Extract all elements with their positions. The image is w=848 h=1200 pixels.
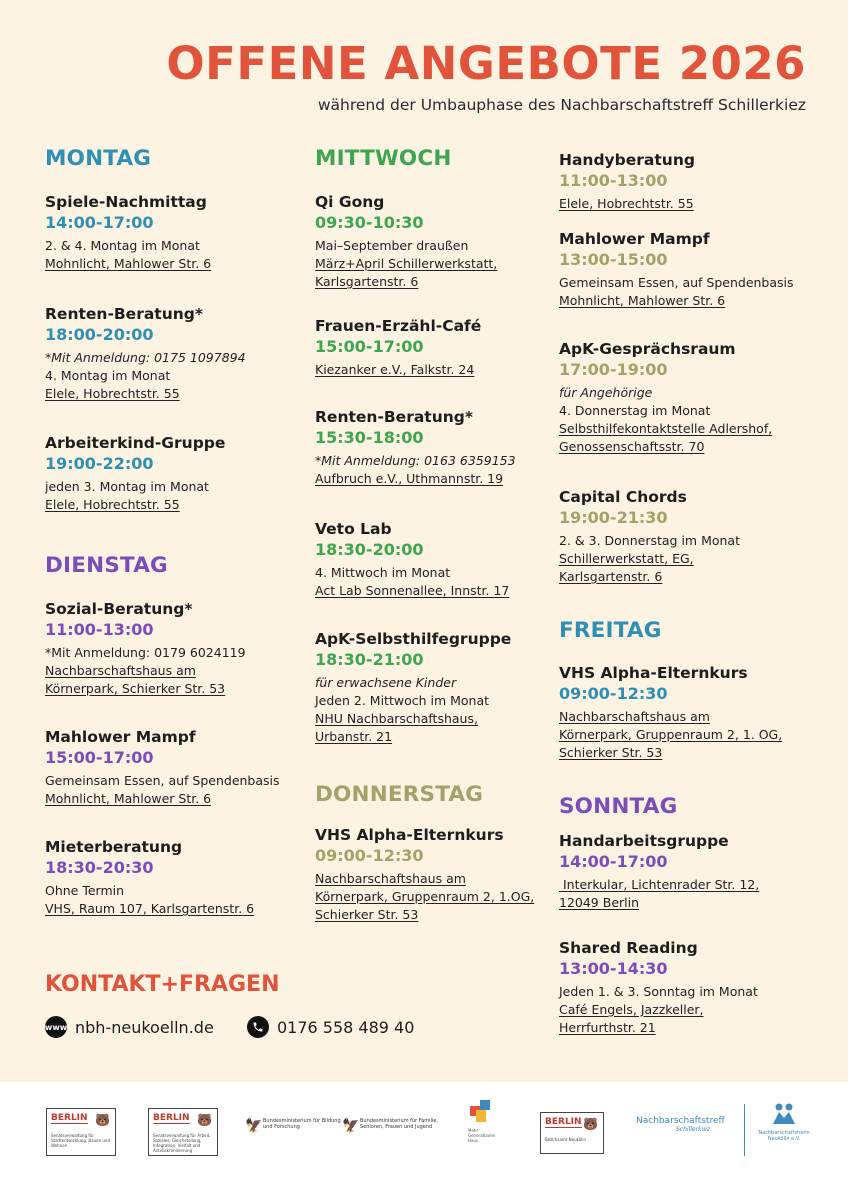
event-time: 09:00-12:30 [315,846,424,865]
event-title: Renten-Beratung* [45,305,203,323]
berlin-wordmark: BERLIN [51,1113,88,1123]
event-handyberatung [559,150,819,213]
event-veto-lab [315,519,550,600]
event-title: Arbeiterkind-Gruppe [45,434,226,452]
event-info: 4. Montag im Monat [45,368,171,383]
logo-text: Nachbarschaftstreff [636,1116,725,1126]
event-title: ApK-Selbsthilfegruppe [315,630,512,648]
event-address: Elele, Hobrechtstr. 55 [45,386,180,401]
federal-eagle-icon: 🦅 [342,1118,360,1134]
event-vhs-alpha-freitag [559,663,819,762]
event-mahlower-mampf-donnerstag [559,229,819,310]
logo-berlin-senat-soziales [148,1108,218,1156]
event-note: für erwachsene Kinder [315,675,457,690]
logo-mehrgenerationenhaus [468,1096,502,1156]
event-info: Mai–September draußen [315,238,469,253]
event-address: Café Engels, Jazzkeller, [559,1002,704,1017]
phone-number[interactable]: 0176 558 489 40 [277,1017,415,1037]
event-title: Spiele-Nachmittag [45,193,207,211]
event-address: NHU Nachbarschaftshaus, [315,711,478,726]
website-link[interactable]: nbh-neukoelln.de [75,1017,214,1037]
event-title: Mahlower Mampf [559,230,710,248]
column-right [559,0,819,1060]
event-address: Schierker Str. 53 [559,745,663,760]
event-title: Mieterberatung [45,838,183,856]
event-info: 2. & 3. Donnerstag im Monat [559,533,740,548]
event-title: Mahlower Mampf [45,728,196,746]
federal-eagle-icon: 🦅 [245,1118,263,1134]
event-address: Körnerpark, Gruppenraum 2, 1.OG, [315,889,535,904]
event-time: 13:00-14:30 [559,959,668,978]
berlin-bear-icon: 🐻 [583,1117,598,1131]
event-address: März+April Schillerwerkstatt, [315,256,498,271]
day-heading-sonntag: SONNTAG [559,794,678,819]
event-address: Körnerpark, Gruppenraum 2, 1. OG, [559,727,783,742]
event-info: Jeden 1. & 3. Sonntag im Monat [559,984,758,999]
event-address: Act Lab Sonnenallee, Innstr. 17 [315,583,510,598]
berlin-wordmark: BERLIN [153,1113,190,1123]
event-title: VHS Alpha-Elternkurs [315,826,504,844]
event-address: Kiezanker e.V., Falkstr. 24 [315,362,475,377]
event-info: *Mit Anmeldung: 0179 6024119 [45,645,246,660]
event-time: 15:00-17:00 [315,337,424,356]
event-time: 19:00-22:00 [45,454,154,473]
event-time: 19:00-21:30 [559,508,668,527]
phone-icon [247,1016,269,1038]
logo-text: Senatsverwaltung für Arbeit, Soziales, Gleichstellung, Integration, Vielfalt und Antidiskriminierung [153,1133,211,1153]
event-vhs-alpha-donnerstag [315,825,550,924]
event-title: Shared Reading [559,939,698,957]
logo-berlin-bezirksamt [540,1112,604,1154]
event-note: *Mit Anmeldung: 0163 6359153 [315,453,516,468]
event-info: Ohne Termin [45,883,125,898]
day-heading-mittwoch: MITTWOCH [315,146,452,171]
page-subtitle: während der Umbauphase des Nachbarschaftstreff Schillerkiez [317,96,806,114]
event-address: Schierker Str. 53 [315,907,419,922]
event-address: Körnerpark, Schierker Str. 53 [45,681,226,696]
event-time: 13:00-15:00 [559,250,668,269]
event-title: Qi Gong [315,193,385,211]
day-heading-dienstag: DIENSTAG [45,553,168,578]
event-frauen-erzaehl-cafe [315,316,550,379]
people-icon [771,1102,797,1126]
event-title: Renten-Beratung* [315,408,473,426]
logo-text: Bundesministerium für Familie, Senioren, Frauen und Jugend [360,1118,438,1130]
event-address: VHS, Raum 107, Karlsgartenstr. 6 [45,901,255,916]
event-spiele-nachmittag [45,192,300,273]
event-capital-chords [559,487,819,586]
day-heading-donnerstag: DONNERSTAG [315,782,484,807]
logo-subtext: Schillerkiez [676,1126,711,1133]
event-time: 18:30-20:30 [45,858,154,877]
day-heading-freitag: FREITAG [559,618,662,643]
event-address: Selbsthilfekontaktstelle Adlershof, [559,421,773,436]
logo-bmfsfj [342,1112,442,1152]
event-title: Sozial-Beratung* [45,600,193,618]
day-heading-montag: MONTAG [45,146,152,171]
footer-logos [0,1082,848,1200]
event-handarbeitsgruppe [559,831,819,912]
event-time: 17:00-19:00 [559,360,668,379]
event-info: Jeden 2. Mittwoch im Monat [315,693,490,708]
contact-heading: KONTAKT+FRAGEN [45,972,280,997]
event-apk-gespraechsraum [559,339,819,456]
event-mahlower-mampf-dienstag [45,727,300,808]
event-note: für Angehörige [559,385,653,400]
event-info: 2. & 4. Montag im Monat [45,238,200,253]
event-title: ApK-Gesprächsraum [559,340,736,358]
event-time: 14:00-17:00 [45,213,154,232]
event-address: Elele, Hobrechtstr. 55 [559,196,694,211]
logo-text: Senatsverwaltung für Stadtentwicklung, Bauen und Wohnen [51,1133,110,1148]
logo-bmbf [245,1112,341,1152]
event-address: Mohnlicht, Mahlower Str. 6 [45,256,212,271]
event-address: Nachbarschaftshaus am [315,871,466,886]
event-time: 09:30-10:30 [315,213,424,232]
event-address: Karlsgartenstr. 6 [559,569,663,584]
event-time: 09:00-12:30 [559,684,668,703]
column-left [45,0,300,960]
contact-phone[interactable] [247,1016,414,1038]
page-title: OFFENE ANGEBOTE 2026 [166,37,806,90]
event-renten-beratung-montag [45,304,300,403]
event-address: Karlsgartenstr. 6 [315,274,419,289]
event-address: Interkular, Lichtenrader Str. 12, [559,877,760,892]
event-info: 4. Donnerstag im Monat [559,403,711,418]
event-title: Capital Chords [559,488,687,506]
event-time: 18:30-21:00 [315,650,424,669]
event-qi-gong [315,192,550,291]
house-icon [468,1096,492,1124]
event-time: 15:00-17:00 [45,748,154,767]
event-time: 14:00-17:00 [559,852,668,871]
logo-nachbarschaftsheim-neukoelln [758,1102,810,1142]
event-title: VHS Alpha-Elternkurs [559,664,748,682]
logo-text: Bundesministerium für Bildung und Forschung [263,1118,341,1130]
event-title: Handyberatung [559,151,695,169]
event-address: Elele, Hobrechtstr. 55 [45,497,180,512]
event-address: Herrfurthstr. 21 [559,1020,656,1035]
event-sozial-beratung [45,599,300,698]
event-time: 18:30-20:00 [315,540,424,559]
event-address: Mohnlicht, Mahlower Str. 6 [45,791,212,806]
event-address: Aufbruch e.V., Uthmannstr. 19 [315,471,504,486]
event-address: 12049 Berlin [559,895,640,910]
event-title: Frauen-Erzähl-Café [315,317,482,335]
event-renten-beratung-mittwoch [315,407,550,488]
event-apk-selbsthilfegruppe [315,629,550,746]
event-time: 11:00-13:00 [45,620,154,639]
logo-text: Bezirksamt Neukölln [545,1137,587,1142]
event-address: Genossenschaftsstr. 70 [559,439,705,454]
event-time: 18:00-20:00 [45,325,154,344]
event-address: Mohnlicht, Mahlower Str. 6 [559,293,726,308]
event-address: Schillerwerkstatt, EG, [559,551,694,566]
event-time: 11:00-13:00 [559,171,668,190]
column-middle [315,0,550,960]
event-info: 4. Mittwoch im Monat [315,565,451,580]
event-title: Handarbeitsgruppe [559,832,729,850]
event-info: Gemeinsam Essen, auf Spendenbasis [559,275,794,290]
berlin-bear-icon: 🐻 [197,1113,212,1127]
event-info: Gemeinsam Essen, auf Spendenbasis [45,773,280,788]
logo-nachbarschaftstreff [636,1116,726,1133]
event-note: *Mit Anmeldung: 0175 1097894 [45,350,246,365]
event-address: Urbanstr. 21 [315,729,393,744]
logo-text: Nachbarschaftsheim Neukölln e.V. [758,1130,810,1142]
event-address: Nachbarschaftshaus am [559,709,710,724]
contact-website[interactable] [45,1016,214,1038]
logo-berlin-senat-stadtentwicklung [46,1108,116,1156]
berlin-bear-icon: 🐻 [95,1113,110,1127]
footer-divider [744,1104,745,1156]
event-address: Nachbarschaftshaus am [45,663,196,678]
berlin-wordmark: BERLIN [545,1117,582,1127]
event-time: 15:30-18:00 [315,428,424,447]
event-mieterberatung [45,837,300,918]
event-title: Veto Lab [315,520,392,538]
globe-www-icon: www [45,1016,67,1038]
event-arbeiterkind-gruppe [45,433,300,514]
event-info: jeden 3. Montag im Monat [45,479,209,494]
logo-text: Mehr Generationen Haus [468,1128,496,1143]
event-shared-reading [559,938,819,1037]
